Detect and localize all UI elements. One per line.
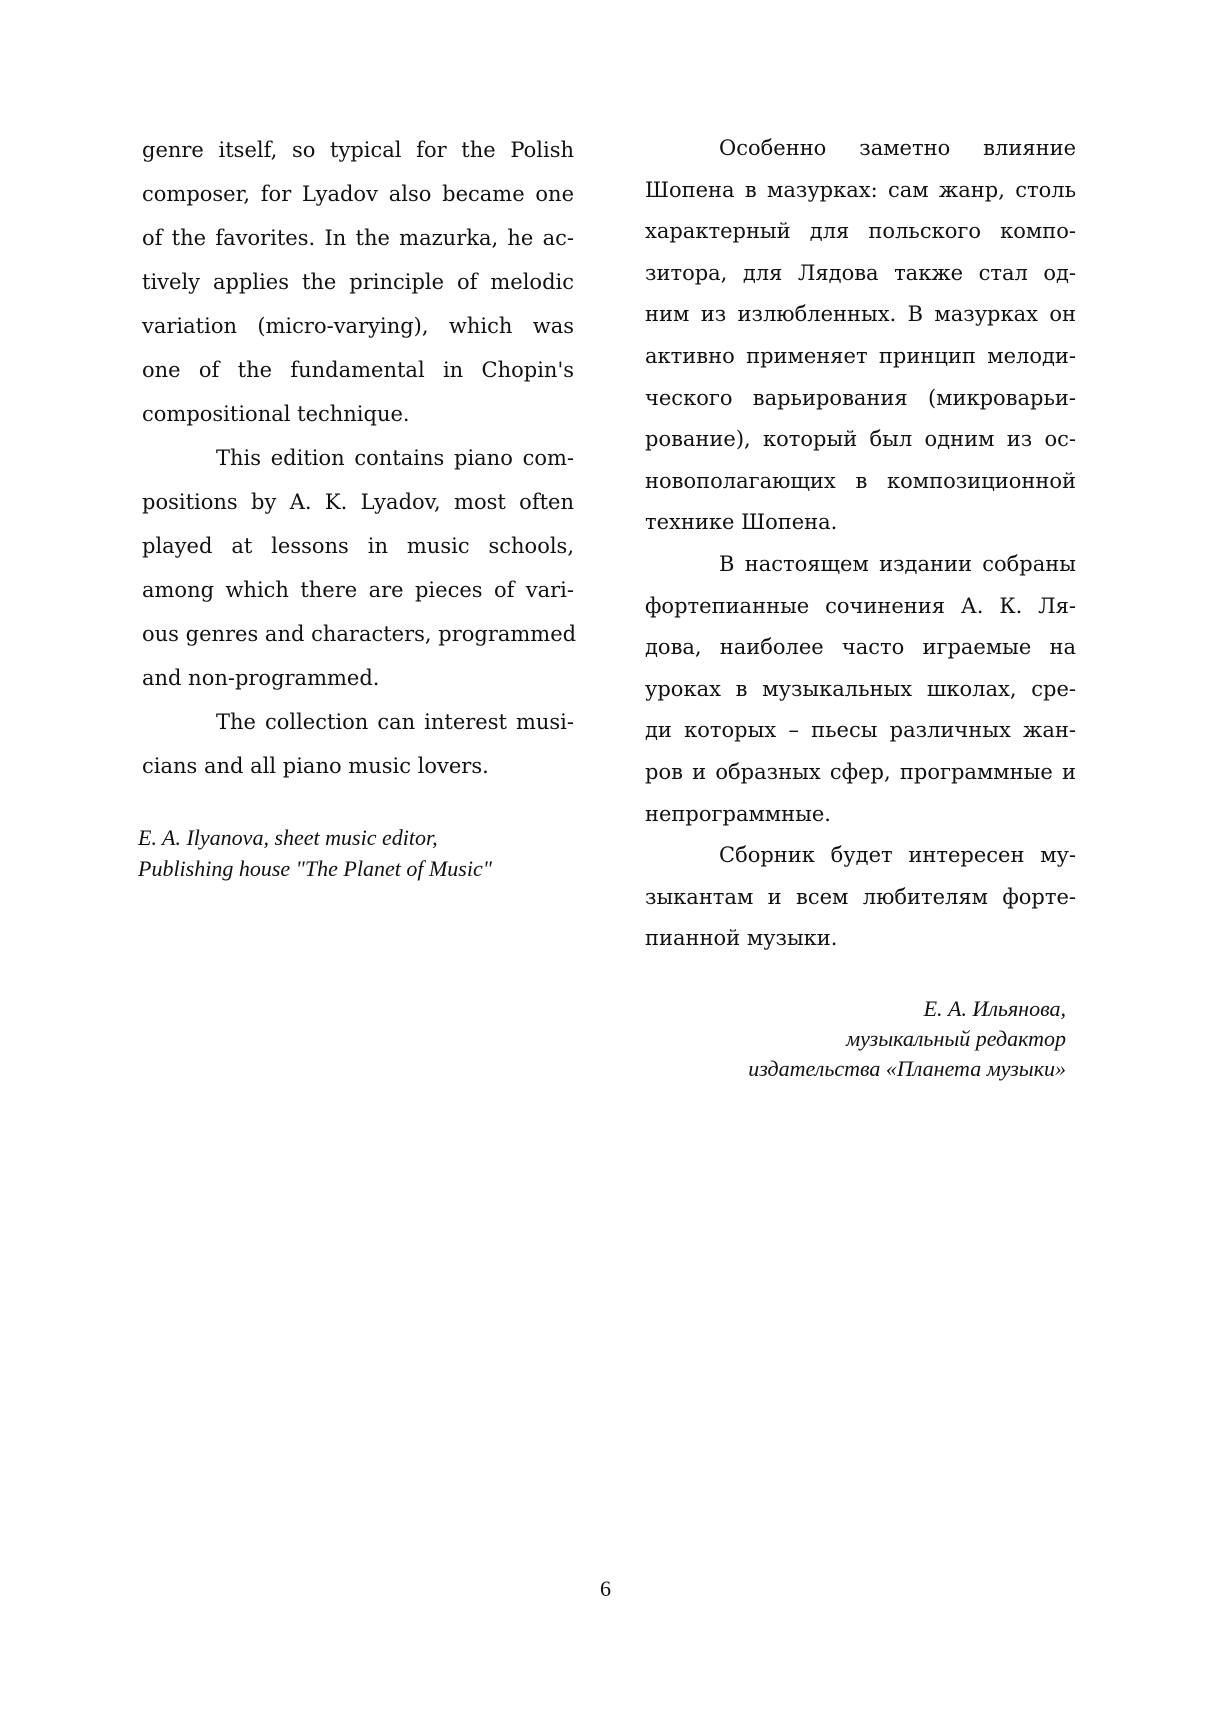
- page-number: 6: [600, 1576, 611, 1601]
- text-line: фортепианные сочинения А. К. Ля-: [645, 593, 1076, 618]
- text-line: зитора, для Лядова также стал од-: [645, 260, 1076, 285]
- text-line: ним из излюбленных. В мазурках он: [645, 302, 1076, 327]
- english-text-column: [142, 128, 577, 788]
- signature-line: Е. А. Ильянова,: [923, 996, 1066, 1021]
- text-line: composer, for Lyadov also became one: [142, 182, 574, 206]
- signature-line: Publishing house "The Planet of Music": [138, 856, 492, 881]
- text-line: ди которых – пьесы различных жан-: [645, 718, 1076, 743]
- text-line: зыкантам и всем любителям форте-: [645, 884, 1076, 909]
- text-line: variation (micro-varying), which was: [142, 314, 574, 338]
- text-line: cians and all piano music lovers.: [142, 754, 489, 778]
- english-signature: [138, 822, 598, 884]
- signature-line: издательства «Планета музыки»: [748, 1056, 1066, 1081]
- text-line: compositional technique.: [142, 402, 410, 426]
- text-line: активно применяет принцип мелоди-: [645, 343, 1076, 368]
- text-line: В настоящем издании собраны: [719, 551, 1076, 576]
- text-line: positions by A. K. Lyadov, most often: [142, 490, 574, 514]
- text-line: one of the fundamental in Chopin's: [142, 358, 574, 382]
- text-line: This edition contains piano com-: [216, 446, 574, 470]
- text-line: Шопена в мазурках: сам жанр, столь: [645, 177, 1076, 202]
- text-line: ческого варьирования (микроварьи-: [645, 385, 1076, 410]
- text-line: ous genres and characters, programmed: [142, 622, 577, 646]
- text-line: played at lessons in music schools,: [142, 534, 574, 558]
- text-line: among which there are pieces of vari-: [142, 578, 574, 602]
- text-line: of the favorites. In the mazurka, he ac-: [142, 226, 574, 250]
- text-line: уроках в музыкальных школах, сре-: [645, 676, 1076, 701]
- russian-signature: [606, 994, 1066, 1084]
- text-line: genre itself, so typical for the Polish: [142, 138, 574, 162]
- text-line: Сборник будет интересен му-: [719, 843, 1076, 868]
- text-line: tively applies the principle of melodic: [142, 270, 574, 294]
- signature-line: музыкальный редактор: [846, 1026, 1066, 1051]
- text-line: новополагающих в композиционной: [645, 468, 1076, 493]
- text-line: непрограммные.: [645, 801, 831, 826]
- text-line: технике Шопена.: [645, 510, 838, 535]
- russian-text-column: [645, 128, 1076, 960]
- text-line: The collection can interest musi-: [216, 710, 574, 734]
- text-line: ров и образных сфер, программные и: [645, 759, 1076, 784]
- text-line: характерный для польского компо-: [645, 219, 1076, 244]
- signature-line: E. A. Ilyanova, sheet music editor,: [138, 825, 438, 850]
- text-line: рование), который был одним из ос-: [645, 427, 1076, 452]
- text-line: Особенно заметно влияние: [719, 136, 1076, 160]
- text-line: дова, наиболее часто играемые на: [645, 635, 1076, 660]
- text-line: and non-programmed.: [142, 666, 380, 690]
- text-line: пианной музыки.: [645, 926, 838, 951]
